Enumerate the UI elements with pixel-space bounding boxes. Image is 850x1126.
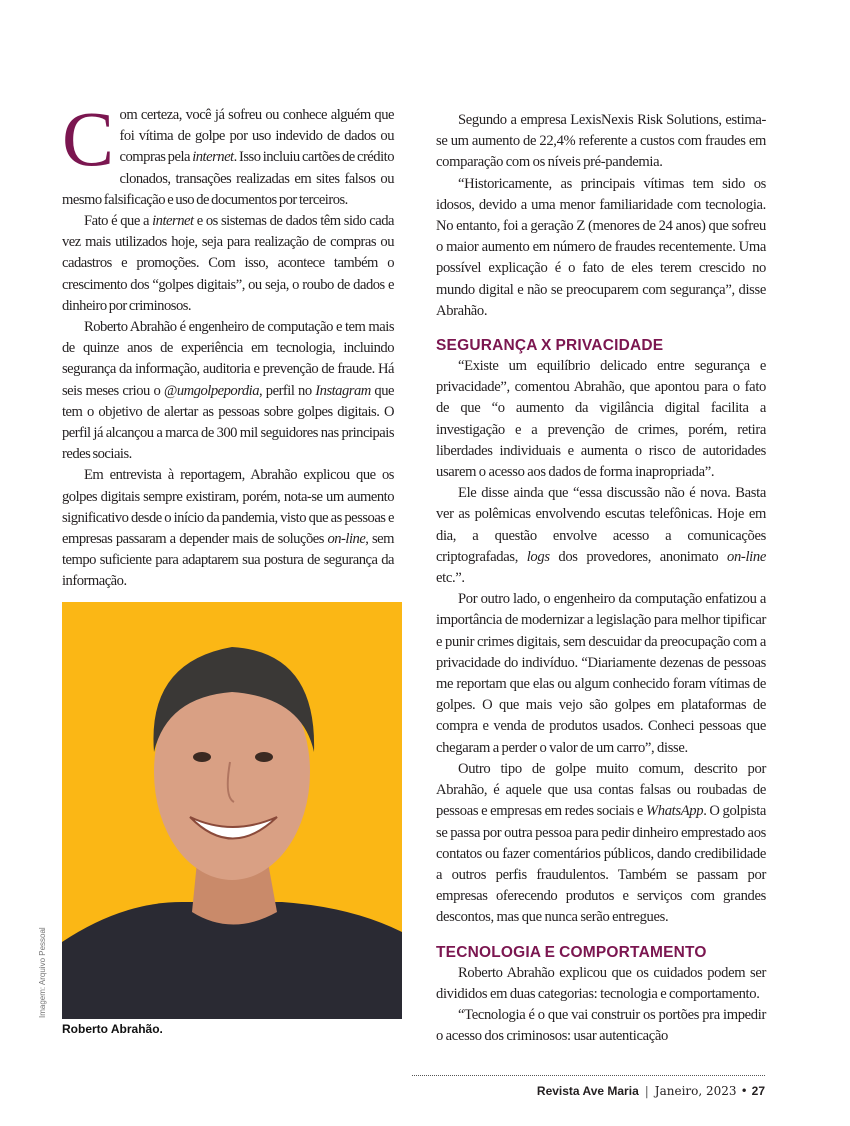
text-run: Roberto Abrahão é engenheiro de computação e tem mais de quinze anos de experiência em tecnologia, incluindo segurança da informação, auditoria e prevenção de fraude. Há seis meses criou o [62, 319, 394, 399]
section-heading: TECNOLOGIA E COMPORTAMENTO [436, 943, 707, 961]
paragraph [436, 110, 766, 174]
text-run: Fato é que a [84, 213, 153, 230]
italic-term: Instagram [315, 382, 371, 399]
text-run: “Existe um equilíbrio delicado entre segurança e privacidade”, comentou Abrahão, que apontou para o fato de que “o aumento da vigilância digital facilita a investigação e a prevenção de crimes, porém, retira liberdades individuais e aumenta o risco de autoridades usarem o acesso aos dados de forma inapropriada”. [436, 358, 766, 481]
italic-term: internet [192, 149, 234, 166]
portrait-photo [62, 602, 402, 1019]
footer-divider [412, 1075, 765, 1076]
paragraph [436, 1005, 766, 1047]
text-run: que tem o objetivo de alertar as pessoas sobre golpes digitais. O perfil já alcançou a marca de 300 mil seguidores nas principais redes sociais. [62, 382, 394, 463]
text-run: Em entrevista à reportagem, Abrahão explicou que os golpes digitais sempre existiram, porém, nota-se um aumento significativo desde o início da pandemia, visto que as pessoas e empresas passaram a depender mais de soluções [62, 467, 394, 548]
text-run: , perfil no [259, 382, 316, 399]
page-footer [537, 1084, 765, 1098]
italic-term: WhatsApp [645, 803, 704, 820]
issue-date: Janeiro, 2023 [654, 1084, 737, 1098]
text-run: Segundo a empresa LexisNexis Risk Solutions, estima-se um aumento de 22,4% referente a custos com fraudes em comparação com os níveis pré-pandemia. [436, 112, 766, 171]
paragraph [436, 589, 766, 759]
italic-term: @umgolpepordia [163, 382, 259, 399]
paragraph [436, 963, 766, 1005]
portrait-illustration [62, 602, 402, 1019]
paragraph [62, 317, 394, 465]
text-run: om certeza, você já sofreu ou conhece alguém que foi vítima de golpe por uso indevido de dados ou compras pela [119, 107, 394, 166]
paragraph [436, 759, 766, 929]
text-run: “Tecnologia é o que vai construir os portões pra impedir o acesso dos criminosos: usar autenticação [436, 1006, 766, 1045]
paragraph [436, 174, 766, 322]
photo-credit: Imagem: Arquivo Pessoal [38, 927, 47, 1018]
text-run: dos provedores, anonimato [549, 548, 728, 565]
text-run: . Isso incluiu cartões de crédito clonados, transações realizadas em sites falsos ou mesmo falsificação e uso de documentos por terceiros. [62, 149, 394, 208]
paragraph [436, 483, 766, 589]
italic-term: on-line [727, 548, 766, 565]
page-number: 27 [751, 1084, 765, 1098]
italic-term: internet [152, 213, 194, 230]
text-run: Ele disse ainda que “essa discussão não é nova. Basta ver as polêmicas envolvendo escutas telefônicas. Hoje em dia, a questão envolve acesso a comunicações criptografadas, [436, 485, 766, 565]
photo-caption: Roberto Abrahão. [62, 1022, 163, 1036]
magazine-name: Revista Ave Maria [536, 1084, 639, 1098]
paragraph [62, 211, 394, 317]
right-column [436, 110, 766, 1047]
drop-cap: C [62, 95, 114, 182]
text-run: Por outro lado, o engenheiro da computação enfatizou a importância de modernizar a legislação para melhor tipificar e punir crimes digitais, sem descuidar da preocupação com a privacidade do indivíduo. “Diariamente dezenas de pessoas me reportam que elas ou algum conhecido foram vítimas de golpes. O que mais vejo são golpes em plataformas de compra e venda de produtos usados. Conheci pessoas que chegaram a perder o valor de um carro”, disse. [436, 591, 766, 756]
text-run: e os sistemas de dados têm sido cada vez mais utilizados hoje, seja para realização de compras ou cadastros e promoções. Com isso, acontece também o crescimento dos “golpes digitais”, ou seja, o roubo de dados e dinheiro por criminosos. [62, 213, 394, 314]
text-run: “Historicamente, as principais vítimas tem sido os idosos, devido a uma menor familiaridade com tecnologia. No entanto, foi a geração Z (menores de 24 anos) que sofreu o maior aumento em número de fraudes recentemente. Uma possível explicação é o fato de eles terem crescido no mundo digital e não se preocuparem com segurança”, disse Abrahão. [436, 175, 766, 319]
text-run: . O golpista se passa por outra pessoa para pedir dinheiro emprestado aos contatos ou fazer comentários públicos, dando credibilidade a outros perfis fraudulentos. Também se passam por empresas oferecendo produtos e serviços com grandes descontos, mas que nunca serão entregues. [436, 803, 766, 926]
italic-term: on-line [327, 531, 366, 548]
text-run: Roberto Abrahão explicou que os cuidados podem ser divididos em duas categorias: tecnologia e comportamento. [436, 964, 766, 1002]
text-run: , sem tempo suficiente para adaptarem sua postura de segurança da informação. [62, 531, 394, 590]
paragraph [62, 465, 394, 592]
section-heading: SEGURANÇA X PRIVACIDADE [436, 337, 664, 355]
text-run: etc.”. [436, 570, 465, 587]
footer-bullet: • [740, 1084, 748, 1098]
left-column [62, 95, 394, 593]
text-run: Outro tipo de golpe muito comum, descrito por Abrahão, é aquele que usa contas falsas ou roubadas de pessoas e empresas em redes sociais e [436, 760, 766, 820]
paragraph [436, 356, 766, 483]
italic-term: logs [526, 548, 550, 565]
footer-separator: | [644, 1084, 649, 1098]
